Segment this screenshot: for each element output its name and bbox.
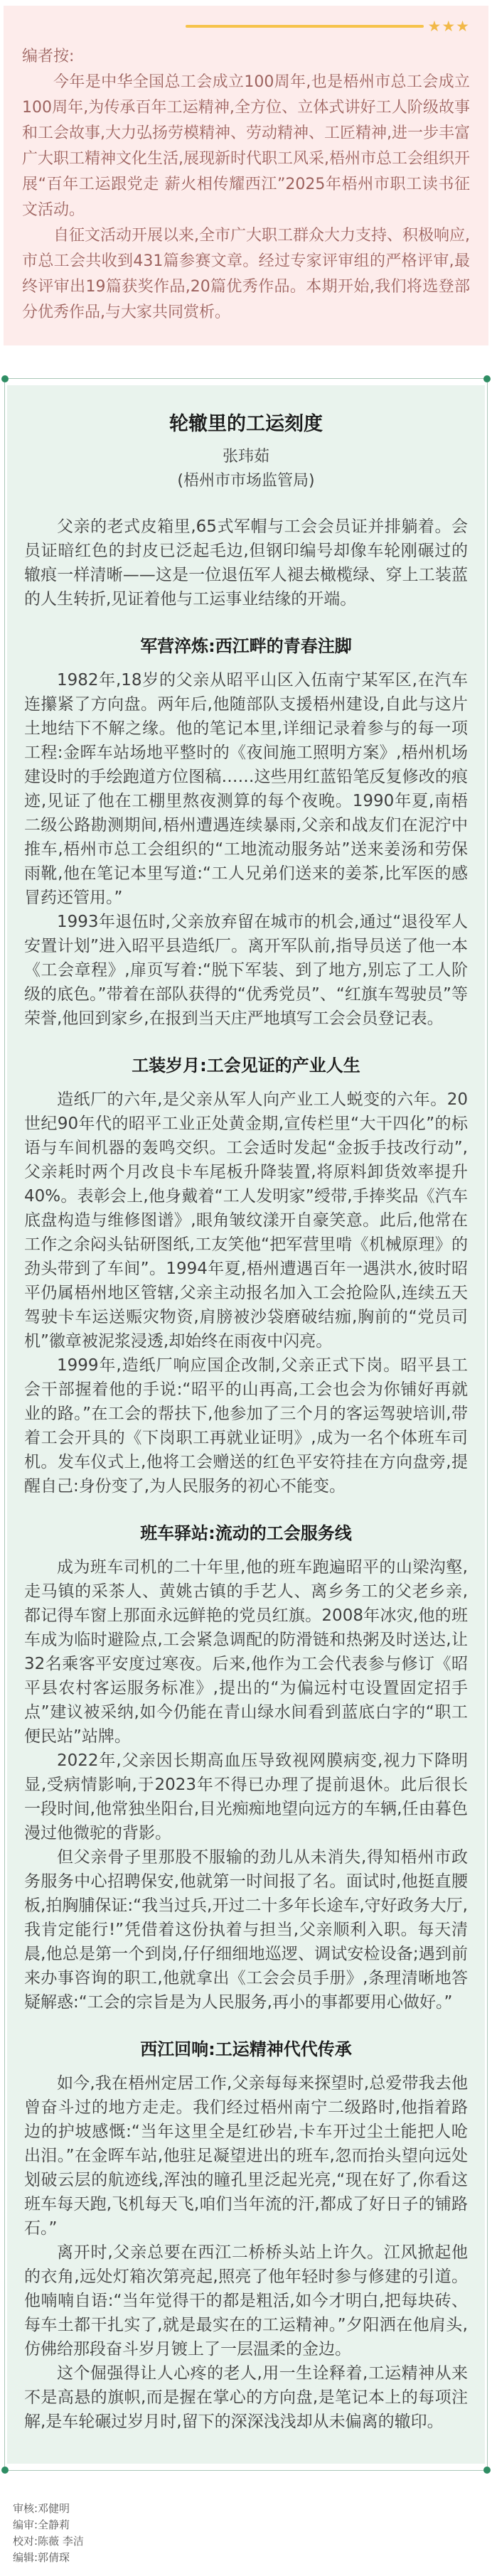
article-paragraph: 这个倔强得让人心疼的老人,用一生诠释着,工运精神从来不是高悬的旗帜,而是握在掌心的方向盘,是笔记本上的每项注解,是车轮碾过岁月时,留下的深深浅浅却从未偏离的辙印。 [24,2364,468,2431]
article-paragraph: 1982年,18岁的父亲从昭平山区入伍南宁某军区,在汽车连攥紧了方向盘。两年后,他随部队支援梧州建设,自此与这片土地结下不解之缘。他的笔记本里,详细记录着参与的每一项工程:金晖车站场地平整时的《夜间施工照明方案》,梧州机场建设时的手绘跑道方位图稿……这些用红蓝铅笔反复修改的痕迹,见证了他在工棚里熬夜测算的每个夜晚。1990年夏,南梧二级公路勘测期间,梧州遭遇连续暴雨,父亲和战友们在泥泞中推车,梧州市总工会组织的“工地流动服务站”送来姜汤和劳保雨靴,他在笔记本里写道:“工人兄弟们送来的姜茶,比军医的感冒药还管用。” [24,671,468,907]
article-affiliation: (梧州市市场监管局) [177,472,315,490]
accent-line [186,25,424,28]
stars-icon: ★★★ [427,17,470,35]
corner-dot-icon [483,375,491,382]
section-heading: 工装岁月:工会见证的产业人生 [132,1056,360,1075]
corner-dot-icon [1,375,9,382]
editor-note-paragraph: 自征文活动开展以来,全市广大职工群众大力支持、积极响应,市总工会共收到431篇参赛文章。经过专家评审组的严格评审,最终评审出19篇获奖作品,20篇优秀作品。本期开始,我们将选登部分优秀作品,与大家共同赏析。 [22,227,470,321]
article-frame [4,378,488,2471]
article-paragraph: 2022年,父亲因长期高血压导致视网膜病变,视力下降明显,受病情影响,于2023年不得已办理了提前退休。此后很长一段时间,他常独坐阳台,目光痴痴地望向远方的车辆,任由暮色漫过他微驼的背影。 [24,1751,468,1842]
article-paragraph: 离开时,父亲总要在西江二桥桥头站上许久。江风掀起他的衣角,远处灯箱次第亮起,照亮了他年轻时参与修建的引道。他喃喃自语:“当年觉得干的都是粗活,如今才明白,把每块砖、每车土都干扎实了,就是最实在的工运精神。”夕阳洒在他肩头,仿佛给那段奋斗岁月镀上了一层温柔的金边。 [24,2243,468,2358]
article-paragraph: 如今,我在梧州定居工作,父亲每每来探望时,总爱带我去他曾奋斗过的地方走走。我们经过梧州南宁二级路时,他指着路边的护坡感慨:“当年这里全是红砂岩,卡车开过尘土能把人呛出泪。”在金晖车站,他驻足凝望进出的班车,忽而抬头望向远处划破云层的航迹线,浑浊的瞳孔里泛起光亮,“现在好了,你看这班车每天跑,飞机每天飞,咱们当年流的汗,都成了好日子的铺路石。” [24,2074,468,2238]
credit-line-editor: 编辑:郭倩琛 [13,2551,70,2564]
section-heading: 西江回响:工运精神代代传承 [140,2039,352,2059]
corner-dot-icon [483,2467,491,2474]
article-intro-paragraph: 父亲的老式皮箱里,65式军帽与工会会员证并排躺着。会员证暗红色的封皮已泛起毛边,但钢印编号却像车轮刚碾过的辙痕一样清晰——这是一位退伍军人褪去橄榄绿、穿上工装蓝的人生转折,见证着他与工运事业结缘的开端。 [24,517,468,608]
section-heading: 军营淬炼:西江畔的青春注脚 [140,636,352,656]
credit-line-proofreaders: 校对:陈薇 李洁 [13,2535,84,2548]
article-title: 轮辙里的工运刻度 [169,413,323,435]
article-author: 张玮茹 [222,448,269,466]
credit-line-reviewer: 审核:邓健明 [13,2502,70,2515]
section-heading: 班车驿站:流动的工会服务线 [140,1523,352,1543]
article-paragraph: 成为班车司机的二十年里,他的班车跑遍昭平的山梁沟壑,走马镇的采茶人、黄姚古镇的手艺人、离乡务工的父老乡亲,都记得车窗上那面永远鲜艳的党员红旗。2008年冰灾,他的班车成为临时避险点,工会紧急调配的防滑链和热粥及时送达,让32名乘客平安度过寒夜。后来,他作为工会代表参与修订《昭平县农村客运服务标准》,提出的“为偏远村屯设置固定招手点”建议被采纳,如今仍能在青山绿水间看到蓝底白字的“职工便民站”站牌。 [24,1558,468,1746]
article-body [7,385,485,2464]
article-paragraph: 造纸厂的六年,是父亲从军人向产业工人蜕变的六年。20世纪90年代的昭平工业正处黄金期,宣传栏里“大干四化”的标语与车间机器的轰鸣交织。工会适时发起“金扳手技改行动”,父亲耗时两个月改良卡车尾板升降装置,将原料卸货效率提升40%。表彰会上,他身戴着“工人发明家”绶带,手捧奖品《汽车底盘构造与维修图谱》,眼角皱纹漾开自豪笑意。此后,他常在工作之余闷头钻研图纸,工友笑他“把军营里啃《机械原理》的劲头带到了车间”。1994年夏,梧州遭遇百年一遇洪水,彼时昭平仍属梧州地区管辖,父亲主动报名加入工会抢险队,连续五天驾驶卡车运送赈灾物资,肩膀被沙袋磨破结痂,胸前的“党员司机”徽章被泥浆浸透,却始终在雨夜中闪亮。 [24,1090,468,1351]
editor-note-panel [4,6,488,345]
credits [13,2501,492,2566]
article-paragraph: 1993年退伍时,父亲放弃留在城市的机会,通过“退役军人安置计划”进入昭平县造纸厂。离开军队前,指导员送了他一本《工会章程》,扉页写着:“脱下军装、到了地方,别忘了工人阶级的底色。”带着在部队获得的“优秀党员”、“红旗车驾驶员”等荣誉,他回到家乡,在报到当天庄严地填写工会会员登记表。 [24,913,468,1028]
corner-dot-icon [1,2467,9,2474]
article-paragraph: 但父亲骨子里那股不服输的劲儿从未消失,得知梧州市政务服务中心招聘保安,他就第一时间报了名。面试时,他挺直腰板,拍胸脯保证:“我当过兵,开过二十多年长途车,守好政务大厅,我肯定能行!”凭借着这份执着与担当,父亲顺利入职。每天清晨,他总是第一个到岗,仔仔细细地巡逻、调试安检设备;遇到前来办事咨询的职工,他就拿出《工会会员手册》,条理清晰地答疑解惑:“工会的宗旨是为人民服务,再小的事都要用心做好。” [24,1848,468,2012]
editor-note-paragraph: 今年是中华全国总工会成立100周年,也是梧州市总工会成立100周年,为传承百年工运精神,全方位、立体式讲好工人阶级故事和工会故事,大力弘扬劳模精神、劳动精神、工匠精神,进一步丰富广大职工精神文化生活,展现新时代职工风采,梧州市总工会组织开展“百年工运跟党走 薪火相传耀西江”2025年梧州市职工读书征文活动。 [22,73,470,219]
article-paragraph: 1999年,造纸厂响应国企改制,父亲正式下岗。昭平县工会干部握着他的手说:“昭平的山再高,工会也会为你铺好再就业的路。”在工会的帮扶下,他参加了三个月的客运驾驶培训,带着工会开具的《下岗职工再就业证明》,成为一名个体班车司机。发车仪式上,他将工会赠送的红色平安符挂在方向盘旁,提醒自己:身份变了,为人民服务的初心不能变。 [24,1356,468,1496]
editor-note-label: 编者按: [22,48,75,65]
accent-divider [22,16,470,37]
credit-line-editor-reviewer: 编审:全静莉 [13,2518,70,2531]
